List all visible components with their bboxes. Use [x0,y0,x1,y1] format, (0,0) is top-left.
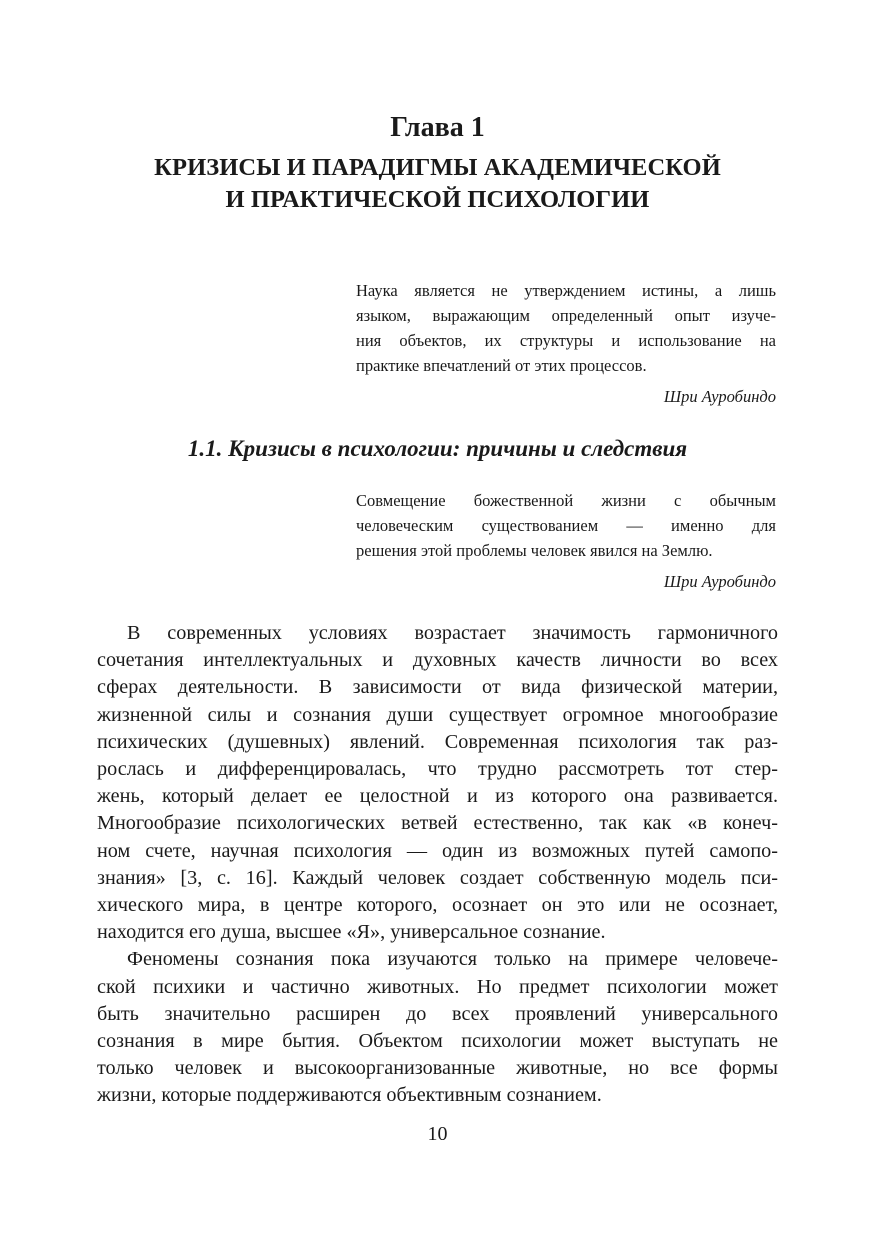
chapter-title [97,152,778,216]
epigraph-line: языком, выражающим определенный опыт изуче- [356,306,776,325]
paragraph-line: жизненной силы и сознания души существует огромное многообразие [97,703,778,726]
epigraph-line: Наука является не утверждением истины, а лишь [356,281,776,300]
book-page [97,0,778,1241]
paragraph-line: Многообразие психологических ветвей естественно, так как «в конеч- [97,812,778,835]
paragraph-line: В современных условиях возрастает значимость гармоничного [127,622,778,644]
chapter-label: Глава 1 [390,112,485,143]
paragraph-line: сочетания интеллектуальных и духовных качеств личности во всех [97,649,778,672]
paragraph-line: рослась и дифференцировалась, что трудно рассмотреть тот стер- [97,758,778,781]
epigraph-line: ния объектов, их структуры и использование на [356,331,776,350]
paragraph-line: знания» [3, с. 16]. Каждый человек создает собственную модель пси- [97,866,778,889]
paragraph-line: жень, который делает ее целостной и из которого она развивается. [97,785,778,808]
paragraph-line: хического мира, в центре которого, осознает он это или не осознает, [97,894,778,917]
epigraph-author: Шри Ауробиндо [663,387,776,406]
epigraph-line: Совмещение божественной жизни с обычным [356,491,776,510]
page-number: 10 [427,1123,448,1145]
paragraph-line: Феномены сознания пока изучаются только на примере человече- [127,948,778,971]
paragraph-line: быть значительно расширен до всех проявлений универсального [97,1002,778,1025]
epigraph-line: человеческим существованием — именно для [356,516,776,535]
paragraph-line: психических (душевных) явлений. Современная психология так раз- [97,730,778,753]
chapter-title-line: И ПРАКТИЧЕСКОЙ ПСИХОЛОГИИ [225,186,650,213]
body-text [97,620,778,1110]
paragraph-line: находится его душа, высшее «Я», универсальное сознание. [97,921,606,944]
paragraph-line: сферах деятельности. В зависимости от вида физической материи, [97,676,778,699]
epigraph-1 [356,278,776,409]
paragraph-line: ном счете, научная психология — один из возможных путей самопо- [97,839,778,862]
epigraph-line: решения этой проблемы человек явился на Землю. [356,541,713,560]
paragraph-line: сознания в мире бытия. Объектом психологии может выступать не [97,1030,778,1053]
chapter-title-line: КРИЗИСЫ И ПАРАДИГМЫ АКАДЕМИЧЕСКОЙ [154,154,721,181]
epigraph-2 [356,488,776,594]
paragraph-line: жизни, которые поддерживаются объективным сознанием. [97,1084,602,1107]
epigraph-line: практике впечатлений от этих процессов. [356,356,647,375]
paragraph-line: только человек и высокоорганизованные животные, но все формы [97,1057,778,1080]
paragraph-line: ской психики и частично животных. Но предмет психологии может [97,975,778,998]
epigraph-author: Шри Ауробиндо [663,572,776,591]
section-title: 1.1. Кризисы в психологии: причины и следствия [187,436,688,461]
